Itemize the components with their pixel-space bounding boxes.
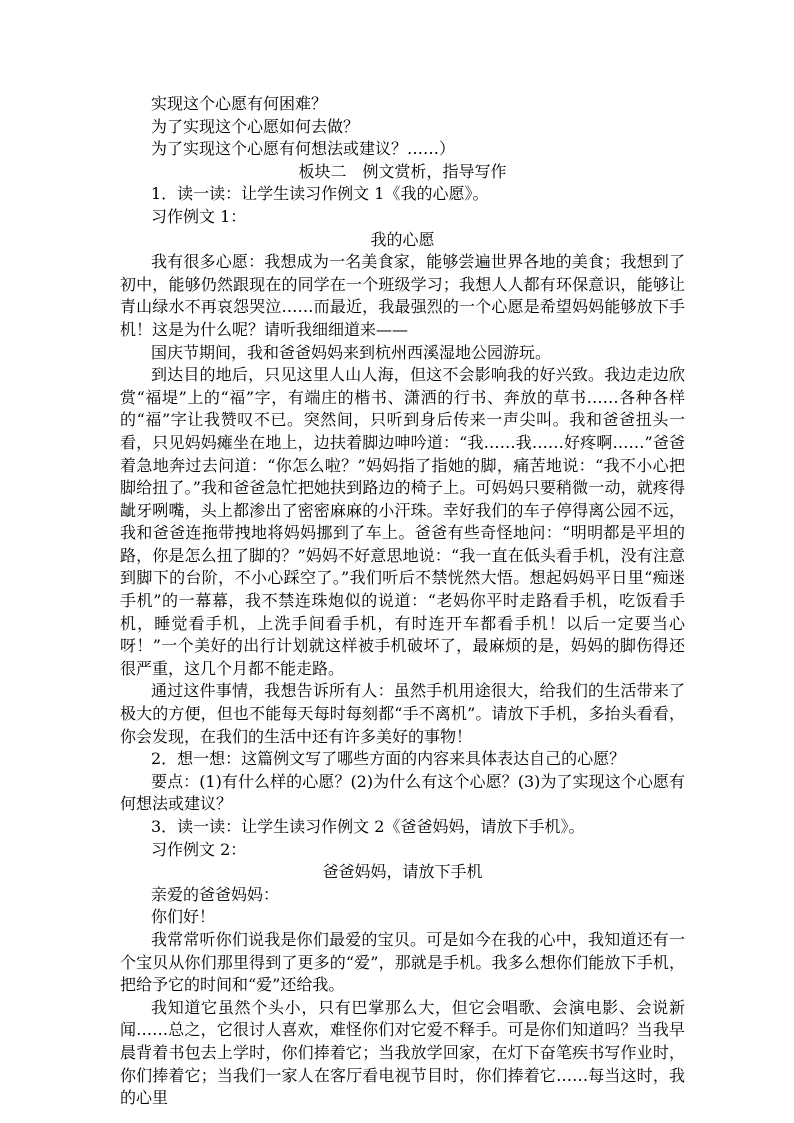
step-2: 2．想一想：这篇例文写了哪些方面的内容来具体表达自己的心愿？ [151, 749, 626, 769]
example-1-paragraph: 我有很多心愿：我想成为一名美食家，能够尝遍世界各地的美食；我想到了初中，能够仍然跟现在的同学在一个班级学习；我想人人都有环保意识，能够让青山绿水不再哀怨哭泣……而最近，我最强烈的一个心愿是希望妈妈能够放下手机！这是为什么呢？请听我细细道来—— [120, 252, 685, 339]
example-1-title: 我的心愿 [370, 229, 435, 249]
step-1: 1．读一读：让学生读习作例文 1《我的心愿》。 [151, 184, 489, 204]
example-2-greeting: 亲爱的爸爸妈妈： [151, 884, 280, 904]
key-points: 要点：(1)有什么样的心愿？(2)为什么有这个心愿？(3)为了实现这个心愿有何想法或建议？ [120, 771, 685, 814]
example-2-label: 习作例文 2： [151, 839, 247, 859]
section-heading: 板块二 例文赏析，指导写作 [298, 161, 507, 181]
example-1-paragraph: 到达目的地后，只见这里人山人海，但这不会影响我的好兴致。我边走边欣赏“福堤”上的“福”字，有端庄的楷书、潇洒的行书、奔放的草书……各种各样的“福”字让我赞叹不已。突然间，只听到身后传来一声尖叫。我和爸爸扭头一看，只见妈妈瘫坐在地上，边扶着脚边呻吟道：“我……我……好疼啊……”爸爸着急地奔过去问道：“你怎么啦？”妈妈指了指她的脚，痛苦地说：“我不小心把脚给扭了。”我和爸爸急忙把她扶到路边的椅子上。可妈妈只要稍微一动，就疼得龇牙咧嘴，头上都渗出了密密麻麻的小汗珠。幸好我们的车子停得离公园不远，我和爸爸连拖带拽地将妈妈挪到了车上。爸爸有些奇怪地问：“明明都是平坦的路，你是怎么扭了脚的？”妈妈不好意思地说：“我一直在低头看手机，没有注意到脚下的台阶，不小心踩空了。”我们听后不禁恍然大悟。想起妈妈平日里“痴迷手机”的一幕幕，我不禁连珠炮似的说道：“老妈你平时走路看手机，吃饭看手机，睡觉看手机，上洗手间看手机，有时连开车都看手机！以后一定要当心呀！”一个美好的出行计划就这样被手机破坏了，最麻烦的是，妈妈的脚伤得还很严重，这几个月都不能走路。 [120, 365, 685, 678]
example-2-paragraph: 我知道它虽然个头小，只有巴掌那么大，但它会唱歌、会演电影、会说新闻……总之，它很讨人喜欢，难怪你们对它爱不释手。可是你们知道吗？当我早晨背着书包去上学时，你们捧着它；当我放学回家，在灯下奋笔疾书写作业时，你们捧着它；当我们一家人在客厅看电视节目时，你们捧着它……每当这时，我的心里 [120, 997, 685, 1108]
example-2-title: 爸爸妈妈，请放下手机 [322, 862, 483, 882]
example-2-paragraph: 我常常听你们说我是你们最爱的宝贝。可是如今在我的心中，我知道还有一个宝贝从你们那里得到了更多的“爱”，那就是手机。我多么想你们能放下手机，把给予它的时间和“爱”还给我。 [120, 929, 685, 995]
example-1-paragraph: 通过这件事情，我想告诉所有人：虽然手机用途很大，给我们的生活带来了极大的方便，但也不能每天每时每刻都“手不离机”。请放下手机，多抬头看看，你会发现，在我们的生活中还有许多美好的事物！ [120, 681, 685, 746]
example-1-label: 习作例文 1： [151, 206, 247, 226]
example-2-hello: 你们好！ [151, 907, 216, 927]
intro-question: 为了实现这个心愿有何想法或建议？……） [151, 139, 456, 159]
intro-question: 为了实现这个心愿如何去做？ [151, 116, 360, 136]
intro-question: 实现这个心愿有何困难？ [151, 94, 328, 113]
document-page [120, 93, 685, 1110]
example-1-paragraph: 国庆节期间，我和爸爸妈妈来到杭州西溪湿地公园游玩。 [151, 342, 552, 362]
step-3: 3．读一读：让学生读习作例文 2《爸爸妈妈，请放下手机》。 [151, 817, 585, 836]
